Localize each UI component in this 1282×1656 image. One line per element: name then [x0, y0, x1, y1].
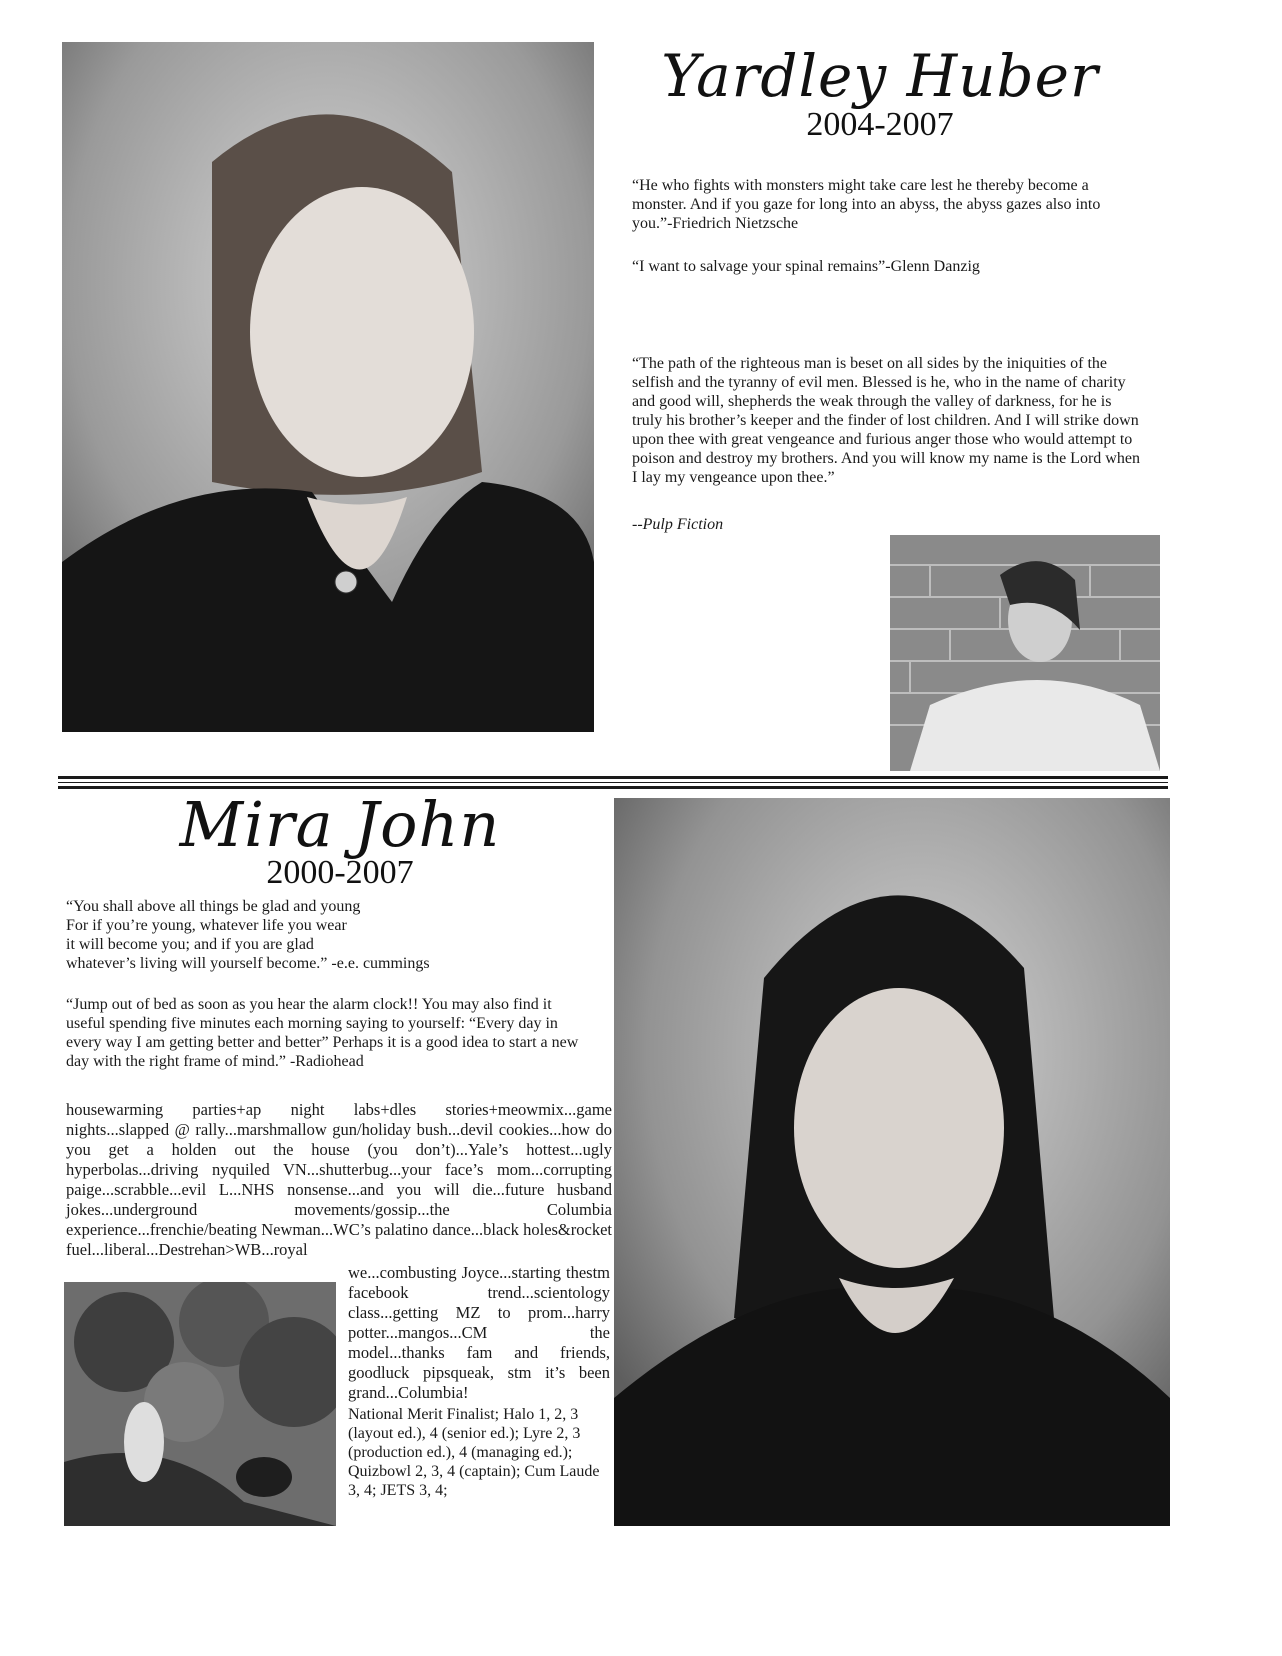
yardley-name: Yardley Huber — [661, 42, 1099, 110]
divider-rule-middle — [58, 782, 1168, 783]
poem-line: it will become you; and if you are glad — [66, 936, 314, 953]
poem-line: “You shall above all things be glad and young — [66, 898, 361, 915]
yardley-candid-photo — [890, 535, 1160, 771]
mira-memories-narrow: we...combusting Joyce...starting thestm facebook trend...scientology class...getting MZ to prom...harry potter...mangos...CM the model...thanks fam and friends, goodluck pipsqueak, stm it’s been grand...Columbia! — [348, 1263, 610, 1402]
mira-activities: National Merit Finalist; Halo 1, 2, 3 (layout ed.), 4 (senior ed.); Lyre 2, 3 (production ed.), 4 (managing ed.); Quizbowl 2, 3, 4 (captain); Cum Laude 3, 4; JETS 3, 4; — [348, 1406, 600, 1499]
portrait-silhouette — [614, 798, 1170, 1526]
mira-quote-radiohead: “Jump out of bed as soon as you hear the alarm clock!! You may also find it useful spending five minutes each morning saying to yourself: “Every day in every way I am getting better and better” Perhaps it is a good idea to start a new day with the right frame of mind.” -Radiohead — [66, 996, 579, 1070]
poem-line: For if you’re young, whatever life you wear — [66, 917, 347, 934]
mira-portrait-photo — [614, 798, 1170, 1526]
yardley-portrait-photo — [62, 42, 594, 732]
yardley-quote-pulp-fiction: “The path of the righteous man is beset on all sides by the iniquities of the selfish and the tyranny of evil men. Blessed is he, who in the name of charity and good will, shepherds the weak through the valley of darkness, for he is truly his brother’s keeper and the finder of lost children. And I will strike down upon thee with great vengeance and furious anger those who would attempt to poison and destroy my brothers. And you will know my name is the Lord when I lay my vengeance upon thee.” — [632, 355, 1140, 486]
yardley-quote-danzig: “I want to salvage your spinal remains”-Glenn Danzig — [632, 258, 980, 275]
mira-years: 2000-2007 — [266, 854, 414, 891]
mira-name: Mira John — [179, 788, 501, 861]
garden-candid — [64, 1282, 336, 1526]
yardley-quote-nietzsche: “He who fights with monsters might take care lest he thereby become a monster. And if you gaze for long into an abyss, the abyss gazes also into you.”-Friedrich Nietzsche — [632, 177, 1101, 232]
poem-line: whatever’s living will yourself become.” -e.e. cummings — [66, 955, 430, 972]
brick-wall-candid — [890, 535, 1160, 771]
portrait-silhouette — [62, 42, 594, 732]
divider-rule-top — [58, 776, 1168, 779]
mira-poem — [66, 897, 586, 973]
mira-memories: housewarming parties+ap night labs+dles stories+meowmix...game nights...slapped @ rally...marshmallow gun/holiday bush...devil cookies...how do you get a holden out the house (you don’t)...Yale’s hottest...ugly hyperbolas...driving nyquiled VN...shutterbug...your face’s mom...corrupting paige...scrabble...evil L...NHS nonsense...and you will die...future husband jokes...underground movements/gossip...the Columbia experience...frenchie/beating Newman...WC’s palatino dance...black holes&rocket fuel...liberal...Destrehan>WB...royal — [66, 1100, 612, 1259]
yardley-quote-source: --Pulp Fiction — [632, 516, 724, 533]
mira-candid-photo — [64, 1282, 336, 1526]
yardley-years: 2004-2007 — [806, 106, 954, 143]
